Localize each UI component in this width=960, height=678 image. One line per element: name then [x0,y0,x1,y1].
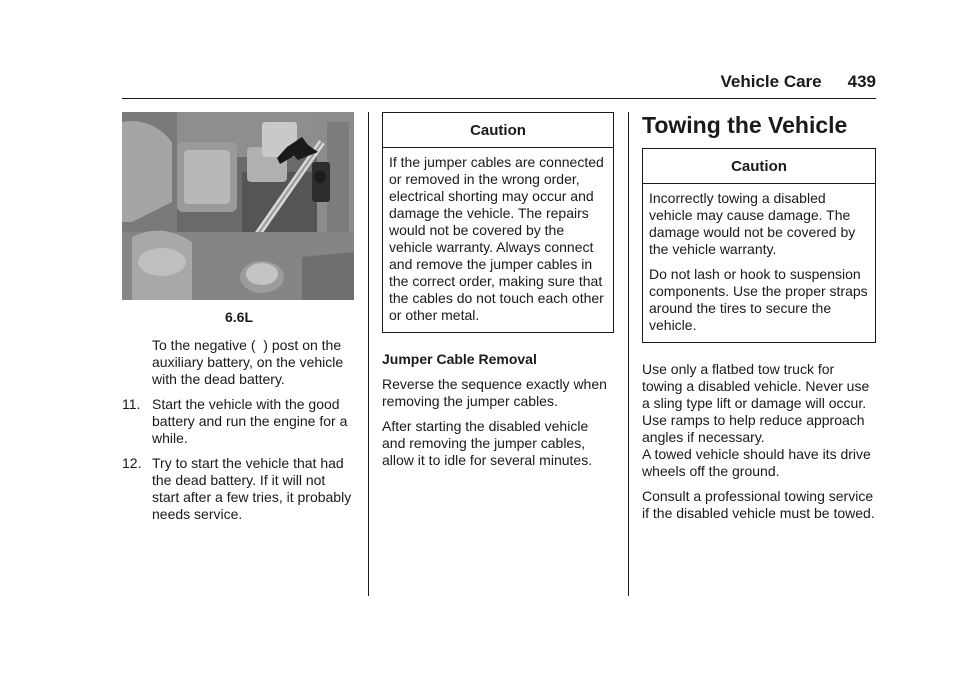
list-item-12 [122,455,356,523]
towing-paragraph-1a: Use only a flatbed tow truck for towing a disabled vehicle. Never use a sling type lift or damage will occur. Use ramps to help reduce approach angles if necessary. [642,361,870,445]
section-title: Vehicle Care [720,72,822,91]
list-item-11 [122,396,356,447]
column-1 [122,112,356,523]
engine-battery-photo [122,112,354,300]
step-text: Start the vehicle with the good battery and run the engine for a while. [152,396,348,446]
page-number: 439 [847,72,876,91]
towing-paragraph-1b: A towed vehicle should have its drive wheels off the ground. [642,446,871,479]
instruction-text: To the negative ( ) post on the auxiliary battery, on the vehicle with the dead battery. [152,337,344,387]
caution-title: Caution [383,113,613,148]
column-2 [382,112,614,469]
jumper-cable-removal-heading: Jumper Cable Removal [382,351,537,367]
removal-paragraph-1: Reverse the sequence exactly when removing the jumper cables. [382,376,607,409]
step-number: 11. [122,396,141,412]
photo-caption: 6.6L [224,309,253,325]
column-divider-1 [368,112,369,596]
caution-text-1: Incorrectly towing a disabled vehicle may cause damage. The damage would not be covered by the vehicle warranty. [649,190,856,257]
header-rule [122,98,876,99]
caution-text-2: Do not lash or hook to suspension components. Use the proper straps around the tires to secure the vehicle. [649,266,868,333]
page-header [721,72,877,92]
caution-text: If the jumper cables are connected or removed in the wrong order, electrical shorting may occur and damage the vehicle. The repairs would not be covered by the vehicle warranty. Always connect and remove the jumper cables in the correct order, making sure that the cables do not touch each other or other metal. [389,154,604,323]
column-3 [642,112,876,522]
column-divider-2 [628,112,629,596]
caution-title: Caution [643,149,875,184]
towing-paragraph-1 [642,361,876,480]
jumper-caution-box [382,112,614,333]
removal-paragraph-2: After starting the disabled vehicle and removing the jumper cables, allow it to idle for several minutes. [382,418,593,468]
step-number: 12. [122,455,142,471]
towing-paragraph-2: Consult a professional towing service if the disabled vehicle must be towed. [642,488,875,521]
step-text: Try to start the vehicle that had the dead battery. If it will not start after a few tries, it probably needs service. [152,455,352,522]
towing-heading: Towing the Vehicle [642,112,848,138]
engine-photo-illustration [122,112,354,300]
towing-caution-box [642,148,876,343]
